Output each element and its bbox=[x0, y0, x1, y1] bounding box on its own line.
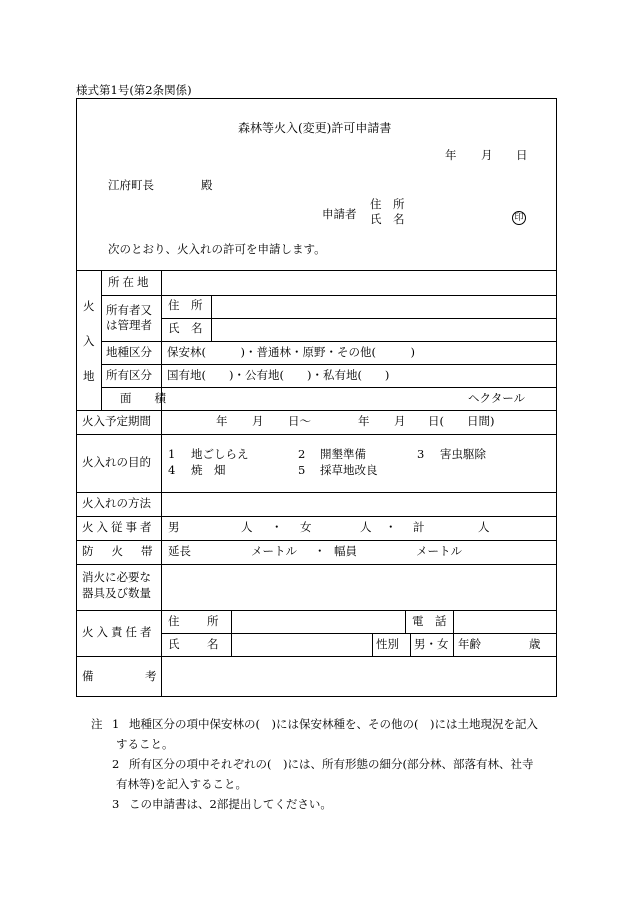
purpose-item-text: 開墾準備 bbox=[320, 447, 366, 461]
firebreak-meter-2: メートル bbox=[416, 544, 462, 558]
method-label: 火入れの方法 bbox=[82, 496, 151, 510]
applicant-name-label: 氏 名 bbox=[370, 212, 405, 226]
equipment-label-line1: 消火に必要な bbox=[82, 570, 151, 584]
firebreak-length: 延長 bbox=[168, 544, 191, 558]
form-number: 様式第1号(第2条関係) bbox=[76, 83, 192, 97]
rule-resp-sub-col bbox=[231, 610, 232, 656]
purpose-item-text: 採草地改良 bbox=[320, 463, 378, 477]
rule-sex-val-col bbox=[410, 633, 411, 656]
area-unit: ヘクタール bbox=[468, 391, 526, 405]
purpose-item-no: 5 bbox=[298, 463, 306, 477]
date-day: 日 bbox=[516, 148, 528, 162]
responsible-label: 火入責任者 bbox=[82, 625, 155, 639]
responsible-age-unit: 歳 bbox=[529, 637, 541, 651]
workers-unit-female: 人 bbox=[360, 520, 372, 534]
form-title: 森林等火入(変更)許可申請書 bbox=[238, 121, 392, 135]
ownership-value: 国有地( )・公有地( )・私有地( ) bbox=[167, 368, 390, 382]
remarks-label: 備 考 bbox=[82, 669, 177, 683]
rule-owner bbox=[101, 341, 557, 342]
period-part: 年 bbox=[358, 414, 370, 428]
purpose-label: 火入れの目的 bbox=[82, 455, 151, 469]
period-label: 火入予定期間 bbox=[82, 414, 151, 428]
seal-mark: 印 bbox=[512, 211, 526, 225]
note-number: 2 bbox=[112, 757, 120, 771]
period-part: 年 bbox=[216, 414, 228, 428]
land-side-char-3: 地 bbox=[83, 369, 95, 383]
notes-prefix: 注 bbox=[91, 717, 103, 731]
land-side-char-1: 火 bbox=[83, 299, 95, 313]
owner-name-label: 氏 名 bbox=[168, 321, 203, 335]
rule-area bbox=[76, 410, 557, 411]
rule-period bbox=[76, 434, 557, 435]
period-part: 日間) bbox=[467, 414, 495, 428]
note-number: 1 bbox=[112, 717, 120, 731]
owner-address-label: 住 所 bbox=[168, 298, 203, 312]
period-part: 日〜 bbox=[288, 414, 311, 428]
period-part: 日( bbox=[428, 414, 444, 428]
firebreak-label: 防火帯 bbox=[82, 544, 171, 558]
purpose-item-no: 3 bbox=[417, 447, 425, 461]
responsible-age-label: 年齢 bbox=[458, 637, 481, 651]
land-side-char-2: 入 bbox=[83, 334, 95, 348]
workers-dot: ・ bbox=[385, 520, 397, 534]
responsible-name-label: 氏 名 bbox=[168, 637, 227, 651]
rule-ownership bbox=[101, 387, 557, 388]
responsible-sex-label: 性別 bbox=[376, 637, 399, 651]
purpose-item-text: 害虫駆除 bbox=[440, 447, 486, 461]
rule-owner-sub-col bbox=[211, 295, 212, 341]
workers-total: 計 bbox=[413, 520, 425, 534]
note-number: 3 bbox=[112, 797, 120, 811]
purpose-item-no: 4 bbox=[168, 463, 176, 477]
area-label: 面 積 bbox=[120, 391, 166, 405]
rule-phone-val-col bbox=[453, 610, 454, 633]
firebreak-meter-1: メートル bbox=[251, 544, 297, 558]
note-text-cont: すること。 bbox=[116, 737, 174, 751]
rule-table-top bbox=[76, 270, 557, 271]
rule-location bbox=[101, 295, 557, 296]
rule-method bbox=[76, 516, 557, 517]
owner-label-line1: 所有者又 bbox=[106, 303, 152, 317]
workers-unit-total: 人 bbox=[478, 520, 490, 534]
location-label: 所在地 bbox=[108, 275, 152, 289]
date-month: 月 bbox=[481, 148, 493, 162]
note-text: 地種区分の項中保安林の( )には保安林種を、その他の( )には土地現況を記入 bbox=[129, 717, 538, 731]
equipment-label-line2: 器具及び数量 bbox=[82, 586, 151, 600]
applicant-address-label: 住 所 bbox=[370, 197, 405, 211]
note-text: この申請書は、2部提出してください。 bbox=[129, 797, 332, 811]
note-text-cont: 有林等)を記入すること。 bbox=[116, 777, 247, 791]
period-part: 月 bbox=[394, 414, 406, 428]
responsible-phone-label: 電 話 bbox=[412, 614, 447, 628]
purpose-item-no: 2 bbox=[298, 447, 306, 461]
period-part: 月 bbox=[252, 414, 264, 428]
purpose-item-text: 地ごしらえ bbox=[191, 447, 249, 461]
ownership-label: 所有区分 bbox=[106, 368, 152, 382]
workers-male: 男 bbox=[168, 520, 180, 534]
land-type-value: 保安林( )・普通林・原野・その他( ) bbox=[167, 345, 415, 359]
rule-equipment bbox=[76, 610, 557, 611]
rule-phone-col bbox=[405, 610, 406, 633]
note-text: 所有区分の項中それぞれの( )には、所有形態の細分(部分林、部落有林、社寺 bbox=[129, 757, 534, 771]
addressee-honorific: 殿 bbox=[201, 178, 213, 192]
workers-female: 女 bbox=[300, 520, 312, 534]
rule-responsible-mid bbox=[161, 633, 557, 634]
workers-unit-male: 人 bbox=[241, 520, 253, 534]
rule-firebreak bbox=[76, 564, 557, 565]
firebreak-width: 幅員 bbox=[334, 544, 357, 558]
rule-responsible bbox=[76, 656, 557, 657]
rule-sex-col bbox=[372, 633, 373, 656]
owner-label-line2: は管理者 bbox=[106, 318, 152, 332]
addressee-name: 江府町長 bbox=[108, 178, 154, 192]
applicant-label: 申請者 bbox=[322, 207, 357, 221]
rule-workers bbox=[76, 540, 557, 541]
rule-age-col bbox=[453, 633, 454, 656]
responsible-sex-value: 男・女 bbox=[414, 637, 449, 651]
responsible-address-label: 住 所 bbox=[168, 614, 227, 628]
rule-label-col bbox=[161, 270, 162, 697]
purpose-item-text: 焼 畑 bbox=[191, 463, 226, 477]
rule-owner-mid bbox=[161, 318, 557, 319]
rule-purpose bbox=[76, 492, 557, 493]
land-type-label: 地種区分 bbox=[106, 345, 152, 359]
rule-land-type bbox=[101, 364, 557, 365]
purpose-item-no: 1 bbox=[168, 447, 176, 461]
rule-side-col bbox=[101, 270, 102, 410]
firebreak-dot: ・ bbox=[314, 544, 326, 558]
workers-dot: ・ bbox=[271, 520, 283, 534]
date-year: 年 bbox=[445, 148, 457, 162]
intro-text: 次のとおり、火入れの許可を申請します。 bbox=[108, 242, 326, 256]
workers-label: 火入従事者 bbox=[82, 520, 155, 534]
